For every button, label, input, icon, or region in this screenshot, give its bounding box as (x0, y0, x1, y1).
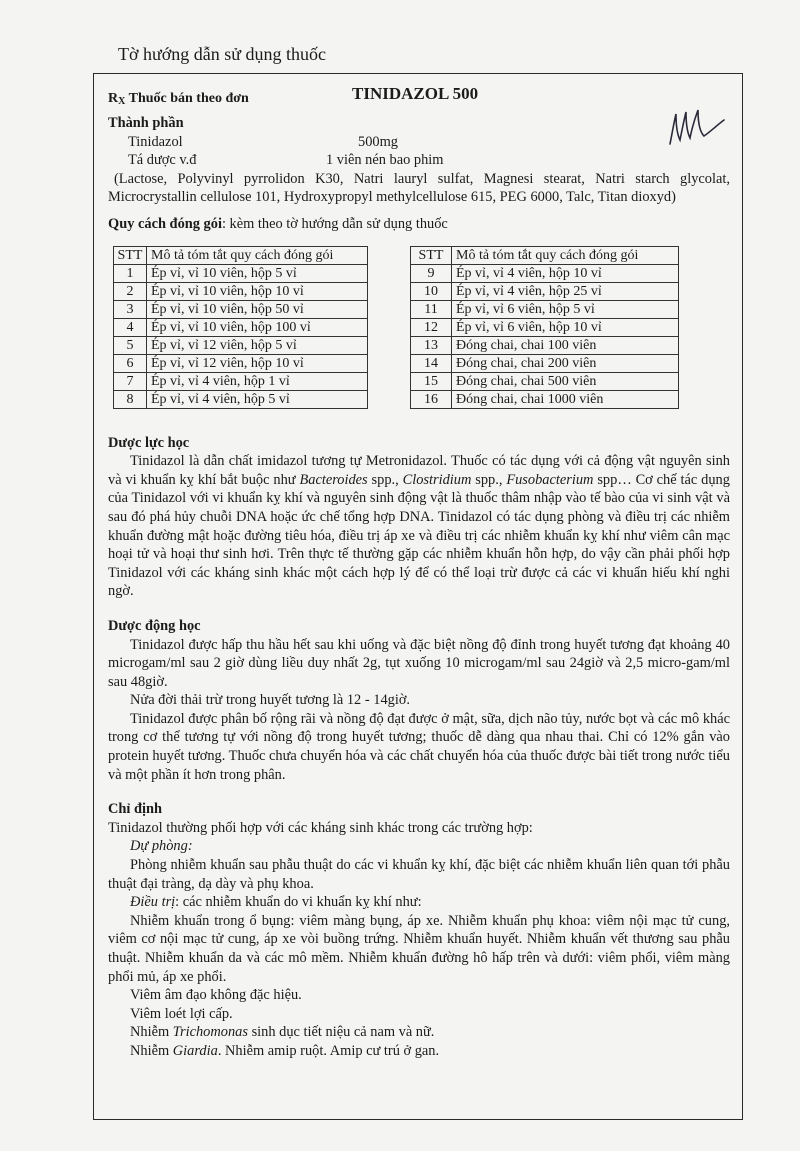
row-stt: 2 (114, 282, 147, 300)
species-name: Giardia (172, 1042, 218, 1059)
row-desc: Đóng chai, chai 1000 viên (452, 390, 679, 408)
table-row (411, 354, 679, 372)
rx-text: Thuốc bán theo đơn (128, 91, 249, 106)
table-row (411, 390, 679, 408)
table-row (114, 300, 368, 318)
species-name: Clostridium (402, 471, 472, 488)
table-row (114, 318, 368, 336)
row-stt: 11 (411, 300, 452, 318)
vaginitis-line: Viêm âm đạo không đặc hiệu. (130, 987, 302, 1004)
table-row (114, 264, 368, 282)
row-stt: 16 (411, 390, 452, 408)
table-header-row (114, 246, 368, 264)
pd-text: Tinidazol là dẫn chất imidazol tương tự Metronidazol. Thuốc có tác dụng với cả động vật nguyên sinh và vi khuẩn kỵ khí bắt buộc như (108, 453, 730, 488)
rx-label (108, 90, 249, 112)
gingivitis-line: Viêm loét lợi cấp. (130, 1005, 233, 1022)
pd-text: spp., (475, 471, 503, 488)
pharmacodynamics-p1 (108, 452, 730, 601)
document-header: Tờ hướng dẫn sử dụng thuốc (118, 44, 327, 64)
line-text: Nhiễm (130, 1042, 170, 1059)
pharmacokinetics-p1: Tinidazol được hấp thu hầu hết sau khi uống và đặc biệt nồng độ đỉnh trong huyết tương đạt khoảng 40 microgam/ml sau 2 giờ dùng liều duy nhất 2g, tụt xuống 10 microgam/ml sau 24giờ và 2,5 micro-gam/ml sau 48giờ. (108, 636, 730, 690)
rx-symbol: R (108, 91, 119, 106)
table-row (114, 336, 368, 354)
row-desc: Ép vỉ, vỉ 12 viên, hộp 5 vỉ (147, 336, 368, 354)
header-desc: Mô tả tóm tắt quy cách đóng gói (452, 246, 679, 264)
table-row (411, 336, 679, 354)
table-row (114, 354, 368, 372)
pharmacokinetics-title: Dược động học (108, 617, 201, 634)
table-row (411, 318, 679, 336)
row-desc: Ép vỉ, vỉ 12 viên, hộp 10 vỉ (147, 354, 368, 372)
packing-table-left (113, 246, 368, 409)
row-desc: Ép vỉ, vỉ 10 viên, hộp 5 vỉ (147, 264, 368, 282)
species-name: Bacteroides (299, 471, 368, 488)
ingredient-amount: 500mg (358, 133, 398, 150)
row-stt: 14 (411, 354, 452, 372)
row-desc: Ép vỉ, vỉ 4 viên, hộp 25 vỉ (452, 282, 679, 300)
row-desc: Ép vỉ, vỉ 6 viên, hộp 10 vỉ (452, 318, 679, 336)
table-row (411, 282, 679, 300)
ingredient-name: Tá dược v.đ (128, 152, 197, 169)
row-stt: 7 (114, 372, 147, 390)
row-desc: Ép vỉ, vỉ 10 viên, hộp 100 vỉ (147, 318, 368, 336)
table-row (114, 282, 368, 300)
row-desc: Đóng chai, chai 500 viên (452, 372, 679, 390)
packing-line (108, 215, 730, 234)
composition-title: Thành phần (108, 115, 184, 131)
composition-row (108, 151, 730, 170)
product-name: TINIDAZOL 500 (352, 84, 479, 103)
ingredient-name: Tinidazol (128, 133, 183, 150)
treatment-text: : các nhiễm khuẩn do vi khuẩn kỵ khí như: (175, 894, 422, 911)
row-desc: Ép vỉ, vỉ 4 viên, hộp 5 vỉ (147, 390, 368, 408)
table-header-row (411, 246, 679, 264)
leaflet-frame (93, 73, 743, 1120)
trichomonas-line (108, 1023, 730, 1042)
composition-row (108, 133, 730, 152)
row-stt: 10 (411, 282, 452, 300)
excipients-text: (Lactose, Polyvinyl pyrrolidon K30, Natri lauryl sulfat, Magnesi stearat, Natri starch glycolat, Microcrystallin cellulose 101, Hydroxypropyl methylcellulose 615, PEG 6000, Talc, Titan dioxyd) (108, 170, 730, 206)
packing-table-right (410, 246, 679, 409)
pharmacodynamics-title: Dược lực học (108, 434, 190, 451)
header-desc: Mô tả tóm tắt quy cách đóng gói (147, 246, 368, 264)
table-row (114, 390, 368, 408)
row-desc: Ép vỉ, vỉ 10 viên, hộp 50 vỉ (147, 300, 368, 318)
prevention-label: Dự phòng: (130, 838, 193, 855)
treatment-label: Điều trị (130, 894, 176, 911)
table-row (114, 372, 368, 390)
row-stt: 6 (114, 354, 147, 372)
pharmacokinetics-p3: Tinidazol được phân bố rộng rãi và nồng độ đạt được ở mật, sữa, dịch não tủy, nước bọt và các mô khác trong cơ thể tương tự với nồng độ trong huyết tương; thuốc dễ dàng qua nhau thai. Chỉ có 12% gắn vào protein huyết tương. Thuốc chưa chuyển hóa và các chất chuyển hóa của thuốc được bài tiết trong nước tiểu và một phần ít hơn trong phân. (108, 710, 730, 783)
row-desc: Ép vỉ, vỉ 4 viên, hộp 1 vỉ (147, 372, 368, 390)
treatment-list: Nhiễm khuẩn trong ổ bụng: viêm màng bụng, áp xe. Nhiễm khuẩn phụ khoa: viêm nội mạc tử cung, viêm cơ nội mạc tử cung, áp xe vòi buồng trứng. Nhiễm khuẩn huyết. Nhiễm khuẩn vết thương sau phẫu thuật. Nhiễm khuẩn da và các mô mềm. Nhiễm khuẩn đường hô hấp trên và dưới: viêm phổi, viêm màng phổi mủ, áp xe phổi. (108, 912, 730, 985)
row-desc: Ép vỉ, vỉ 4 viên, hộp 10 vỉ (452, 264, 679, 282)
treatment-line (108, 893, 730, 912)
label-row (108, 84, 730, 108)
packing-title: Quy cách đóng gói (108, 215, 222, 232)
packing-tables (108, 246, 730, 428)
pharmacokinetics-p2: Nửa đời thải trừ trong huyết tương là 12 - 14giờ. (130, 692, 411, 709)
prevention-label-line (108, 837, 730, 856)
indications-title: Chỉ định (108, 801, 163, 818)
packing-text: : kèm theo tờ hướng dẫn sử dụng thuốc (221, 215, 448, 232)
prevention-text: Phòng nhiễm khuẩn sau phẫu thuật do các vi khuẩn kỵ khí, đặc biệt các nhiễm khuẩn liên quan tới phẫu thuật đại tràng, dạ dày và phụ khoa. (108, 857, 730, 892)
line-text: sinh dục tiết niệu cả nam và nữ. (251, 1024, 435, 1041)
table-row (411, 264, 679, 282)
row-desc: Đóng chai, chai 200 viên (452, 354, 679, 372)
line-text: . Nhiễm amip ruột. Amip cư trú ở gan. (217, 1042, 440, 1059)
header-stt: STT (114, 246, 147, 264)
row-desc: Ép vỉ, vỉ 6 viên, hộp 5 vỉ (452, 300, 679, 318)
indications-intro: Tinidazol thường phối hợp với các kháng sinh khác trong các trường hợp: (108, 819, 533, 836)
table-row (411, 372, 679, 390)
row-stt: 15 (411, 372, 452, 390)
row-stt: 13 (411, 336, 452, 354)
row-stt: 4 (114, 318, 147, 336)
leaflet-content (108, 84, 730, 1061)
rx-subscript: X (118, 96, 126, 107)
ingredient-amount: 1 viên nén bao phim (326, 152, 444, 169)
species-name: Trichomonas (172, 1024, 248, 1041)
pd-text: spp… Cơ chế tác dụng của Tinidazol với vi khuẩn kỵ khí và nguyên sinh động vật là thuốc thâm nhập vào tế bào của vi sinh vật và sau đó phá hủy chuỗi DNA hoặc ức chế tổng hợp DNA. Tinidazol có tác dụng phòng và điều trị các nhiễm khuẩn đường mật hoặc đường tiêu hóa, điều trị áp xe và điều trị các nhiễm khuẩn kỵ khí như viêm cân mạc hoại tử và hoại thư sinh hơi. Trên thực tế thường gặp các nhiễm khuẩn hỗn hợp, do vậy cần phải phối hợp Tinidazol với các kháng sinh khác một cách hợp lý để có thể loại trừ được cả các vi khuẩn hiếu khí nghi ngờ. (108, 471, 730, 600)
species-name: Fusobacterium (506, 471, 594, 488)
line-text: Nhiễm (130, 1024, 170, 1041)
row-stt: 8 (114, 390, 147, 408)
giardia-line (108, 1042, 730, 1061)
table-row (411, 300, 679, 318)
row-stt: 1 (114, 264, 147, 282)
row-stt: 3 (114, 300, 147, 318)
row-stt: 9 (411, 264, 452, 282)
row-desc: Ép vỉ, vỉ 10 viên, hộp 10 vỉ (147, 282, 368, 300)
header-stt: STT (411, 246, 452, 264)
row-stt: 5 (114, 336, 147, 354)
pd-text: spp., (371, 471, 399, 488)
row-desc: Đóng chai, chai 100 viên (452, 336, 679, 354)
row-stt: 12 (411, 318, 452, 336)
